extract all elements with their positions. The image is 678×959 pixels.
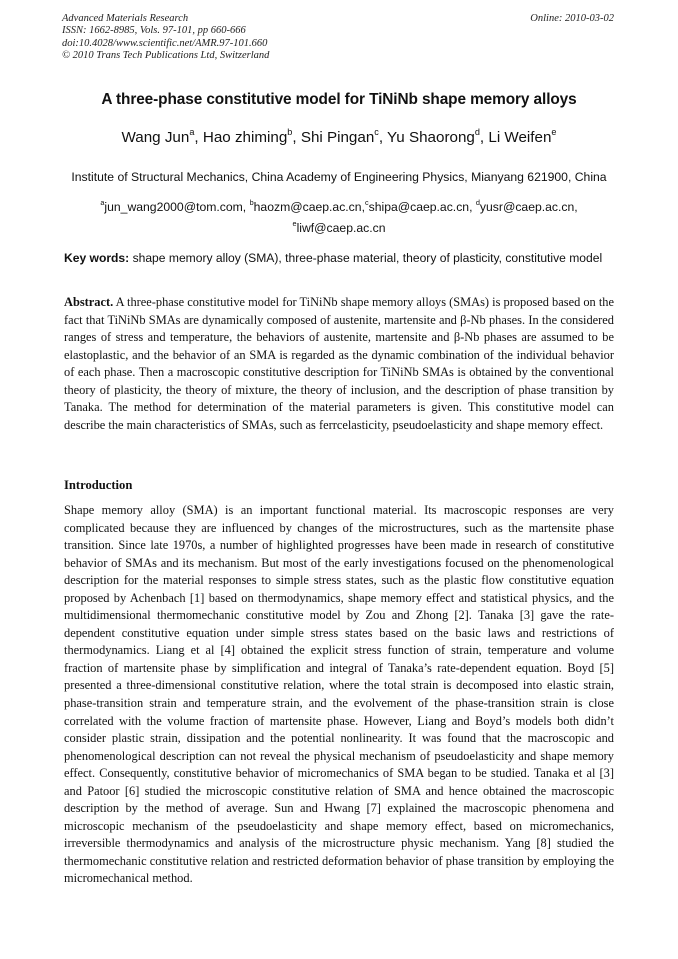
email-mark: e [292, 218, 297, 228]
email-address: yusr@caep.ac.cn [479, 200, 575, 215]
abstract-label: Abstract. [64, 295, 114, 309]
email-mark: c [364, 197, 369, 207]
abstract [64, 294, 614, 434]
author-affil-mark: b [287, 126, 293, 137]
email-address: haozm@caep.ac.cn [253, 200, 362, 215]
journal-header [62, 13, 614, 63]
author-affil-mark: a [189, 126, 195, 137]
online-date: Online: 2010-03-02 [530, 13, 614, 24]
journal-copyright: © 2010 Trans Tech Publications Ltd, Switzerland [62, 50, 270, 62]
author-list: Wang Jun$^a$, Hao zhiming$^b$, Shi Pingan$^c$, Yu Shaorong$^d$, Li Weifen$^e$ [121, 126, 557, 147]
affiliation: Institute of Structural Mechanics, China Academy of Engineering Physics, Mianyang 621900, China [71, 170, 607, 184]
email-address: liwf@caep.ac.cn [296, 221, 386, 236]
keywords-label: Key words: [64, 251, 130, 265]
author-name: Hao zhiming [202, 129, 288, 147]
email-mark: d [475, 197, 480, 207]
journal-issn: ISSN: 1662-8985, Vols. 97-101, pp 660-666 [62, 25, 246, 37]
section-heading-introduction: Introduction [64, 478, 133, 492]
author-name: Wang Jun [121, 129, 190, 147]
author-name: Li Weifen [488, 129, 552, 147]
journal-info [62, 13, 269, 63]
keywords-text: shape memory alloy (SMA), three-phase material, theory of plasticity, constitutive model [132, 251, 603, 265]
author-affil-mark: d [474, 126, 480, 137]
author-affil-mark: c [374, 126, 379, 137]
email-mark: b [249, 197, 254, 207]
journal-doi: doi:10.4028/www.scientific.net/AMR.97-101.660 [62, 37, 268, 49]
abstract-text: A three-phase constitutive model for TiNiNb shape memory alloys (SMAs) is proposed based on the fact that TiNiNb SMAs are dynamically composed of austenite, martensite and β-Nb phases. In the considered ranges of stress and temperature, the behaviors of austenite, martensite and β-Nb phases are assumed to be elastoplastic, and the behavior of an SMA is regarded as the dynamic combination of the individual behavior of each phase. Then a macroscopic constitutive description for TiNiNb SMAs is obtained by the conventional theory of plasticity, the theory of mixture, the theory of inclusion, and the description of phase transition by Tanaka. The method for determination of the material parameters is given. This constitutive model can describe the main characteristics of SMAs, such as ferrcelasticity, pseudoelasticity and shape memory effect. [64, 295, 614, 432]
journal-name: Advanced Materials Research [62, 13, 189, 24]
email-mark: a [100, 197, 105, 207]
email-address: jun_wang2000@tom.com [104, 200, 243, 215]
author-name: Yu Shaorong [387, 129, 475, 147]
keywords [64, 250, 614, 267]
author-affil-mark: e [551, 126, 557, 137]
email-address: shipa@caep.ac.cn [368, 200, 470, 215]
paper-title: A three-phase constitutive model for TiNiNb shape memory alloys [101, 91, 577, 108]
author-name: Shi Pingan [300, 129, 375, 147]
introduction-text: Shape memory alloy (SMA) is an important functional material. Its macroscopic responses are very complicated because they are influenced by changes of the microstructures, such as the martensite phase transition. Since late 1970s, a number of highlighted progresses have been made in research of constitutive behavior of SMAs and its mechanism. But most of the early investigations focused on the phenomenological description for the material responses to simple stress states, such as the plastic flow constitutive equation proposed by Achenbach [1] based on thermodynamics, shape memory effect and statistical physics, and the multidimensional thermomechanic constitutive model by Zou and Zhong [2]. Tanaka [3] gave the rate-dependent constitutive equation under simple stress states based on the basic laws and restrictions of thermodynamics. Liang et al [4] obtained the explicit stress function of strain, temperature and volume fraction of martensite phase by simplification and integral of Tanaka’s rate-dependent equation. Boyd [5] presented a three-dimensional constitutive relation, where the total strain is decomposed into elastic strain, phase-transition strain and temperature strain, and the evolvement of the phase-transition strain is close correlated with the volume fraction of martensite phase. However, Liang and Boyd’s models both didn’t consider plastic strain, dissipation and the potential nonlinearity. It was found that the macroscopic and phenomenological description can not reveal the physical mechanism of pseudoelasticity and shape memory effect. Consequently, constitutive behavior of micromechanics of SMA began to be studied. Tanaka et al [3] and Patoor [6] studied the microscopic constitutive relation of SMA and hence obtained the macroscopic description by the method of average. Sun and Hwang [7] explained the macroscopic phenomena and microscopic mechanism of the pseudoelasticity and shape memory effect, based on micromechanics, irreversible thermodynamics and analysis of the microstructure physic mechanism. Yang [8] studied the thermomechanic constitutive relation and restricted deformation behavior of phase transition by employing the micromechanical method. [64, 503, 614, 886]
email-list: $^a$jun_wang2000@tom.com, $^b$haozm@caep.ac.cn,$^c$shipa@caep.ac.cn, $^d$yusr@caep.ac.cn, $^e$liwf@caep.ac.cn [100, 197, 578, 236]
